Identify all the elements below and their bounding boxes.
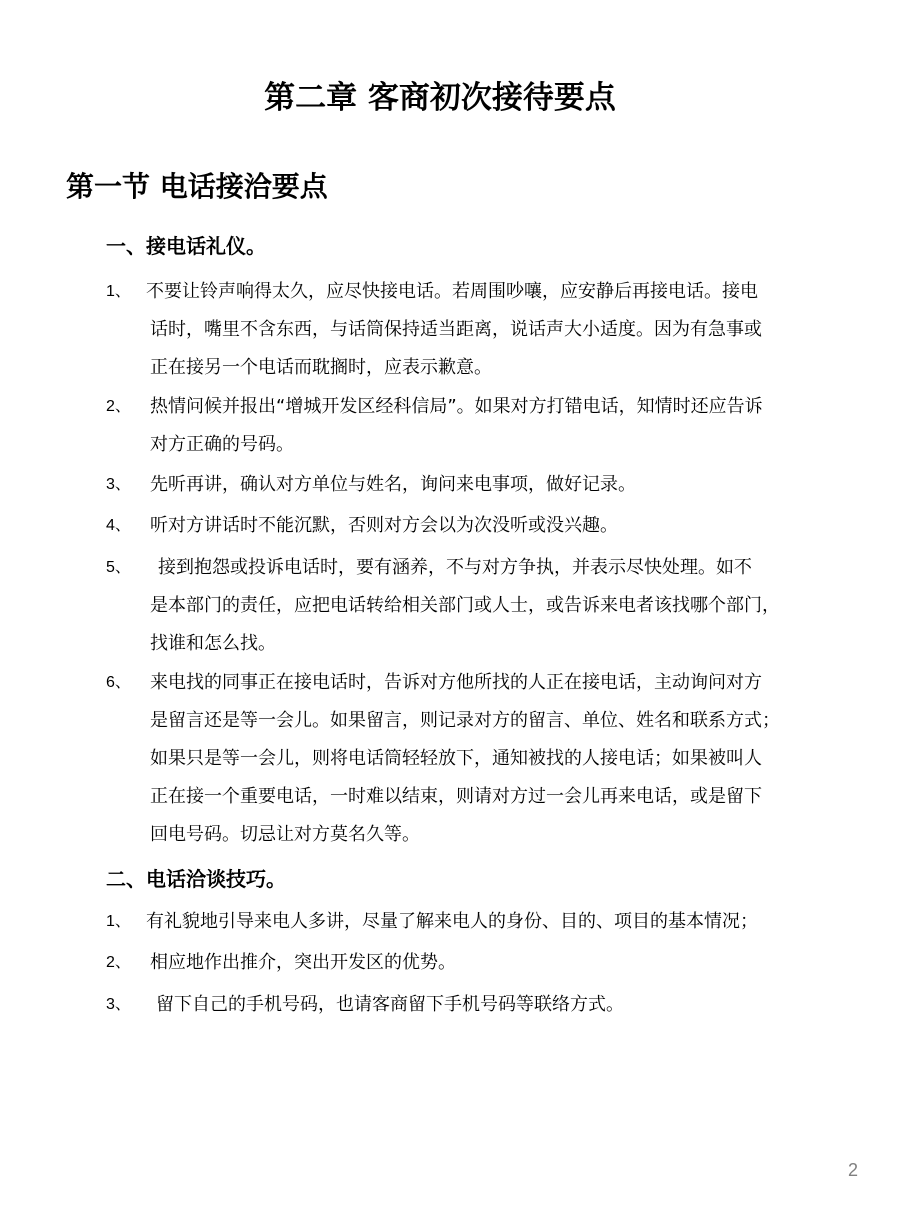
item-text: [150, 549, 780, 663]
text-line: 正在接另一个电话而耽搁时，应表示歉意。: [150, 357, 492, 378]
text-line: 是留言还是等一会儿。如果留言，则记录对方的留言、单位、姓名和联系方式；: [150, 710, 780, 731]
text-line: 回电号码。切忌让对方莫名久等。: [150, 824, 420, 845]
text-line: 留下自己的手机号码，也请客商留下手机号码等联络方式。: [156, 994, 624, 1015]
text-line: 接到抱怨或投诉电话时，要有涵养，不与对方争执，并表示尽快处理。如不: [158, 557, 752, 578]
text-line: 如果只是等一会儿，则将电话筒轻轻放下，通知被找的人接电话；如果被叫人: [150, 748, 762, 769]
item-number: 4、: [106, 517, 131, 534]
text-line: 听对方讲话时不能沉默，否则对方会以为次没听或没兴趣。: [150, 515, 618, 536]
text-line: 有礼貌地引导来电人多讲，尽量了解来电人的身份、目的、项目的基本情况；: [146, 911, 758, 932]
item-text: [150, 466, 636, 504]
item-number: 1、: [106, 913, 131, 930]
text-line: 对方正确的号码。: [150, 434, 294, 455]
item-number: 5、: [106, 559, 131, 576]
part2-heading: 二、电话洽谈技巧。: [106, 867, 286, 891]
text-line: 不要让铃声响得太久，应尽快接电话。若周围吵嚷，应安静后再接电话。接电: [146, 281, 758, 302]
item-number: 2、: [106, 954, 131, 971]
text-line: 正在接一个重要电话，一时难以结束，则请对方过一会儿再来电话，或是留下: [150, 786, 762, 807]
text-line: 话时，嘴里不含东西，与话筒保持适当距离，说话声大小适度。因为有急事或: [150, 319, 762, 340]
section-title: 第一节 电话接洽要点: [66, 170, 328, 203]
text-line: 是本部门的责任，应把电话转给相关部门或人士，或告诉来电者该找哪个部门，: [150, 595, 780, 616]
item-text: [146, 273, 762, 387]
item-number: 6、: [106, 674, 131, 691]
item-text: [146, 903, 758, 941]
item-text: [150, 664, 780, 854]
item-number: 3、: [106, 996, 131, 1013]
chapter-title: 第二章 客商初次接待要点: [264, 80, 616, 116]
text-line: 找谁和怎么找。: [150, 633, 276, 654]
text-line: 相应地作出推介，突出开发区的优势。: [150, 952, 456, 973]
item-number: 1、: [106, 283, 131, 300]
item-text: [150, 388, 763, 464]
item-number: 3、: [106, 476, 131, 493]
text-line: 热情问候并报出“增城开发区经科信局”。如果对方打错电话，知情时还应告诉: [150, 396, 763, 417]
page-number: 2: [848, 1160, 859, 1180]
item-text: [150, 507, 618, 545]
item-text: [150, 944, 456, 982]
item-text: [150, 986, 624, 1024]
text-line: 先听再讲，确认对方单位与姓名，询问来电事项，做好记录。: [150, 474, 636, 495]
text-line: 来电找的同事正在接电话时，告诉对方他所找的人正在接电话，主动询问对方: [150, 672, 762, 693]
part1-heading: 一、接电话礼仪。: [106, 234, 266, 258]
item-number: 2、: [106, 398, 131, 415]
